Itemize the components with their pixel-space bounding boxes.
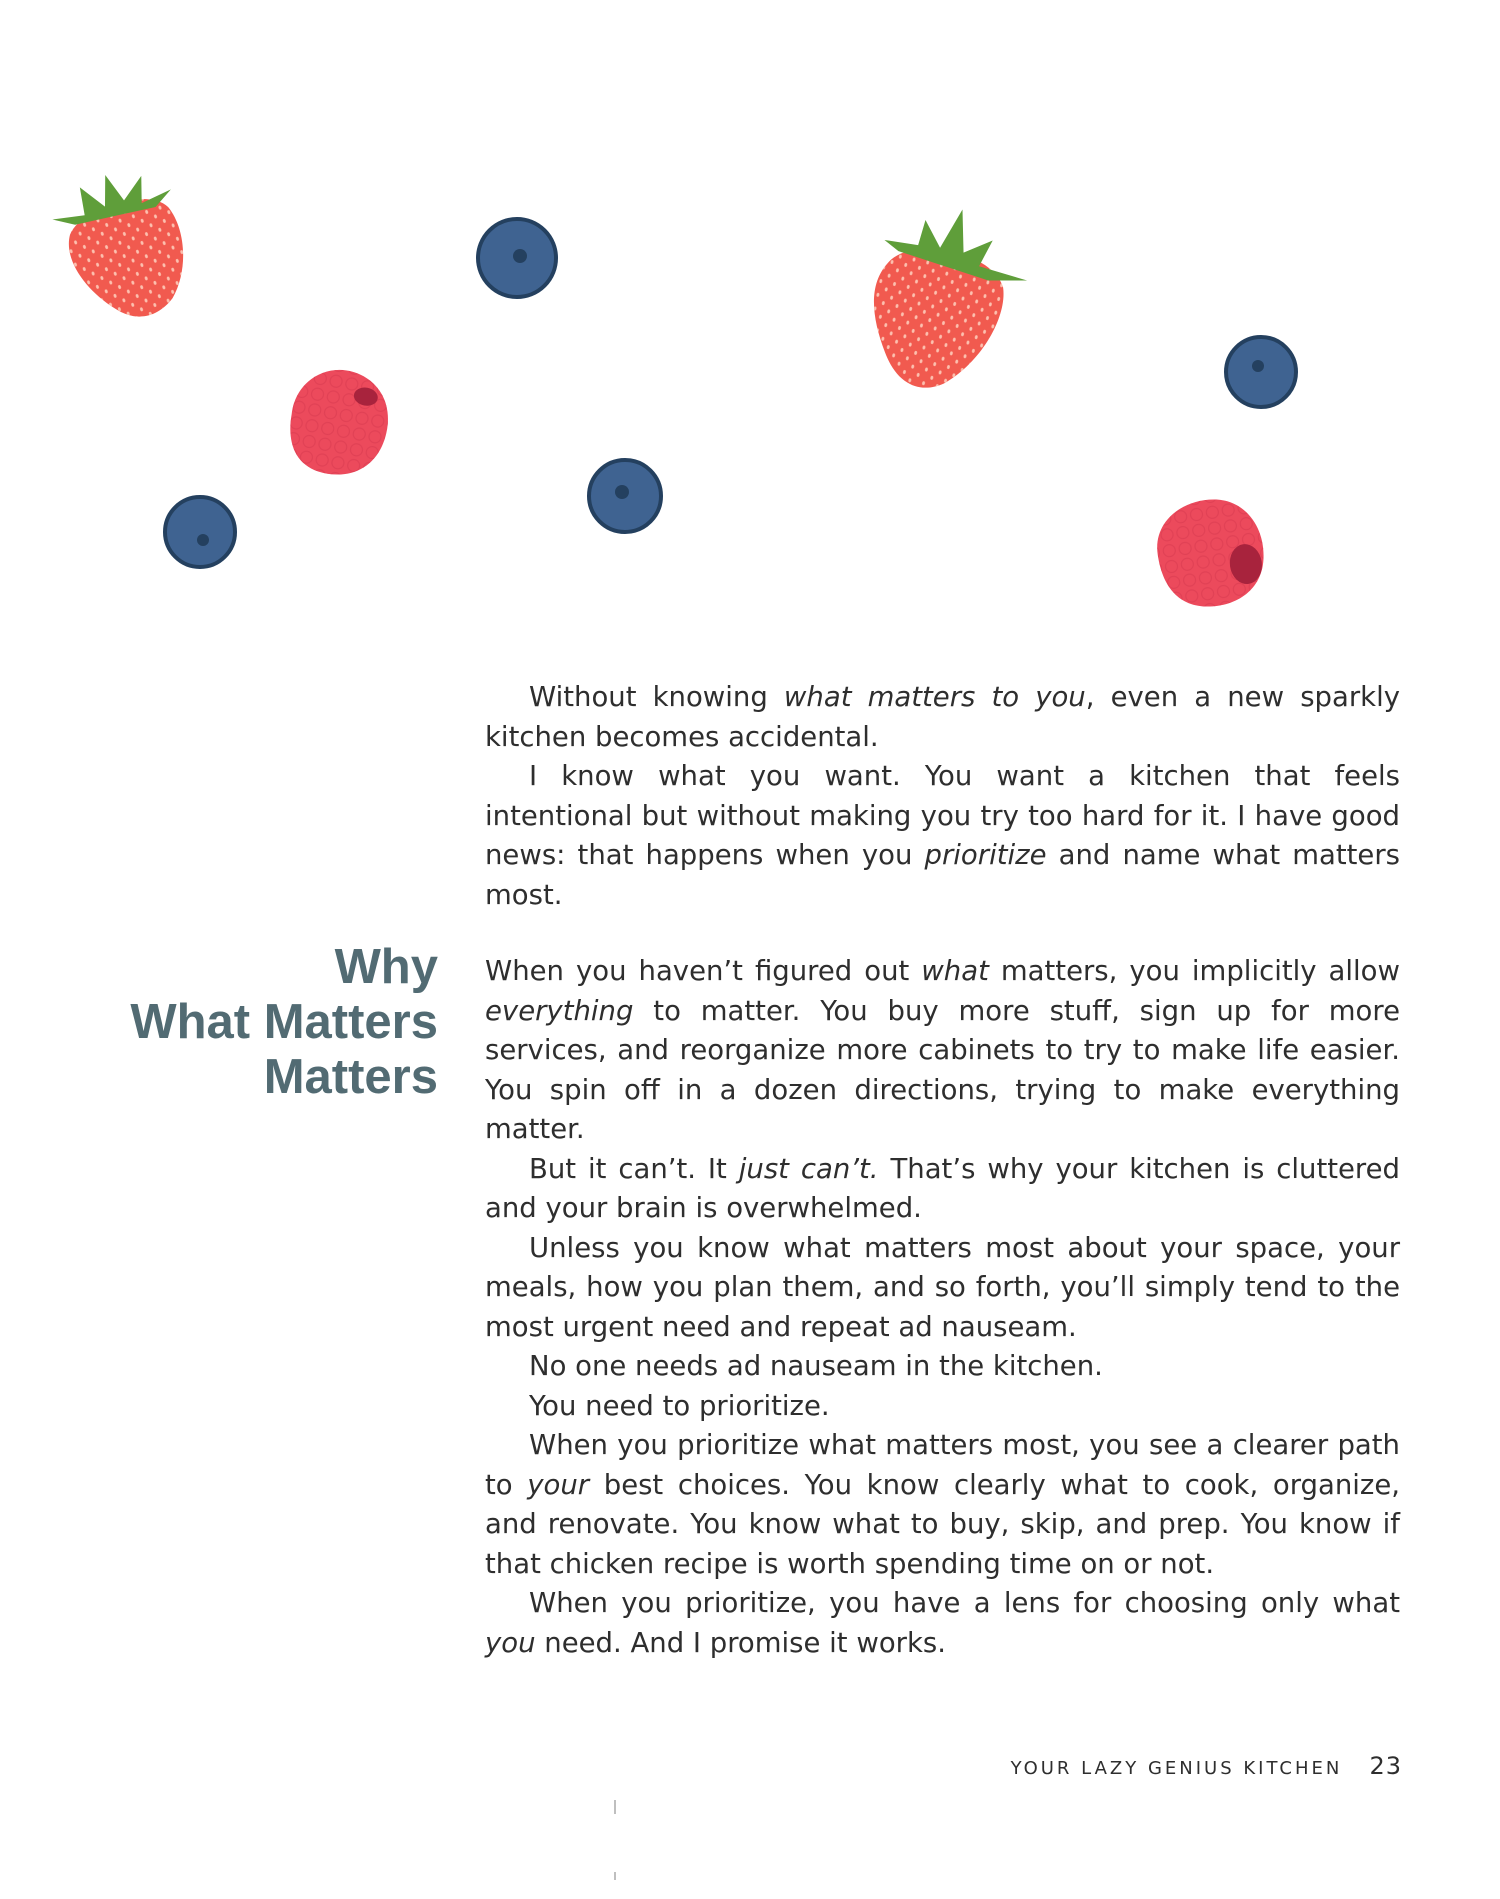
section-paragraph-4: No one needs ad nauseam in the kitchen. bbox=[529, 1350, 1103, 1382]
page-footer bbox=[1011, 1752, 1402, 1780]
intro-text bbox=[485, 678, 1400, 915]
section-heading bbox=[60, 940, 438, 1105]
heading-line-3: Matters bbox=[263, 1050, 438, 1104]
section-paragraph-2: But it can’t. It just can’t. That’s why your kitchen is cluttered and your brain is overwhelmed. bbox=[485, 1152, 1401, 1224]
strawberry-icon bbox=[856, 195, 1039, 405]
blueberry-icon bbox=[165, 497, 235, 567]
strawberry-icon bbox=[44, 157, 205, 335]
blueberry-icon bbox=[1226, 337, 1296, 407]
intro-paragraph-1: Without knowing what matters to you, even a new sparkly kitchen becomes accidental. bbox=[485, 681, 1400, 753]
running-head: YOUR LAZY GENIUS KITCHEN bbox=[1010, 1758, 1343, 1779]
blueberry-icon bbox=[589, 460, 661, 532]
section-paragraph-3: Unless you know what matters most about your space, your meals, how you plan them, and so forth, you’ll simply tend to the most urgent need and repeat ad nauseam. bbox=[485, 1231, 1400, 1343]
page-number: 23 bbox=[1369, 1752, 1402, 1780]
section-paragraph-5: You need to prioritize. bbox=[529, 1389, 830, 1422]
heading-line-1: Why bbox=[334, 940, 438, 994]
section-paragraph-7: When you prioritize, you have a lens for choosing only what you need. And I promise it works. bbox=[485, 1587, 1400, 1659]
raspberry-icon bbox=[282, 362, 395, 482]
scan-speck bbox=[614, 1872, 616, 1880]
section-paragraph-6: When you prioritize what matters most, you see a clearer path to your best choices. You know clearly what to cook, organize, and renovate. You know what to buy, skip, and prep. You know if that chicken recipe is worth spending time on or not. bbox=[485, 1429, 1400, 1580]
blueberry-icon bbox=[478, 219, 556, 297]
scan-speck bbox=[614, 1800, 616, 1814]
section-paragraph-1: When you haven’t figured out what matters, you implicitly allow everything to matter. You buy more stuff, sign up for more services, and reorganize more cabinets to try to make life easier. You spin off in a dozen directions, trying to make everything matter. bbox=[485, 955, 1400, 1145]
berries-illustration bbox=[0, 0, 1500, 680]
section-body-text bbox=[485, 952, 1400, 1663]
intro-paragraph-2: I know what you want. You want a kitchen that feels intentional but without making you try too hard for it. I have good news: that happens when you prioritize and name what matters most. bbox=[485, 760, 1400, 911]
raspberry-icon bbox=[1151, 493, 1270, 613]
heading-line-2: What Matters bbox=[130, 995, 438, 1049]
